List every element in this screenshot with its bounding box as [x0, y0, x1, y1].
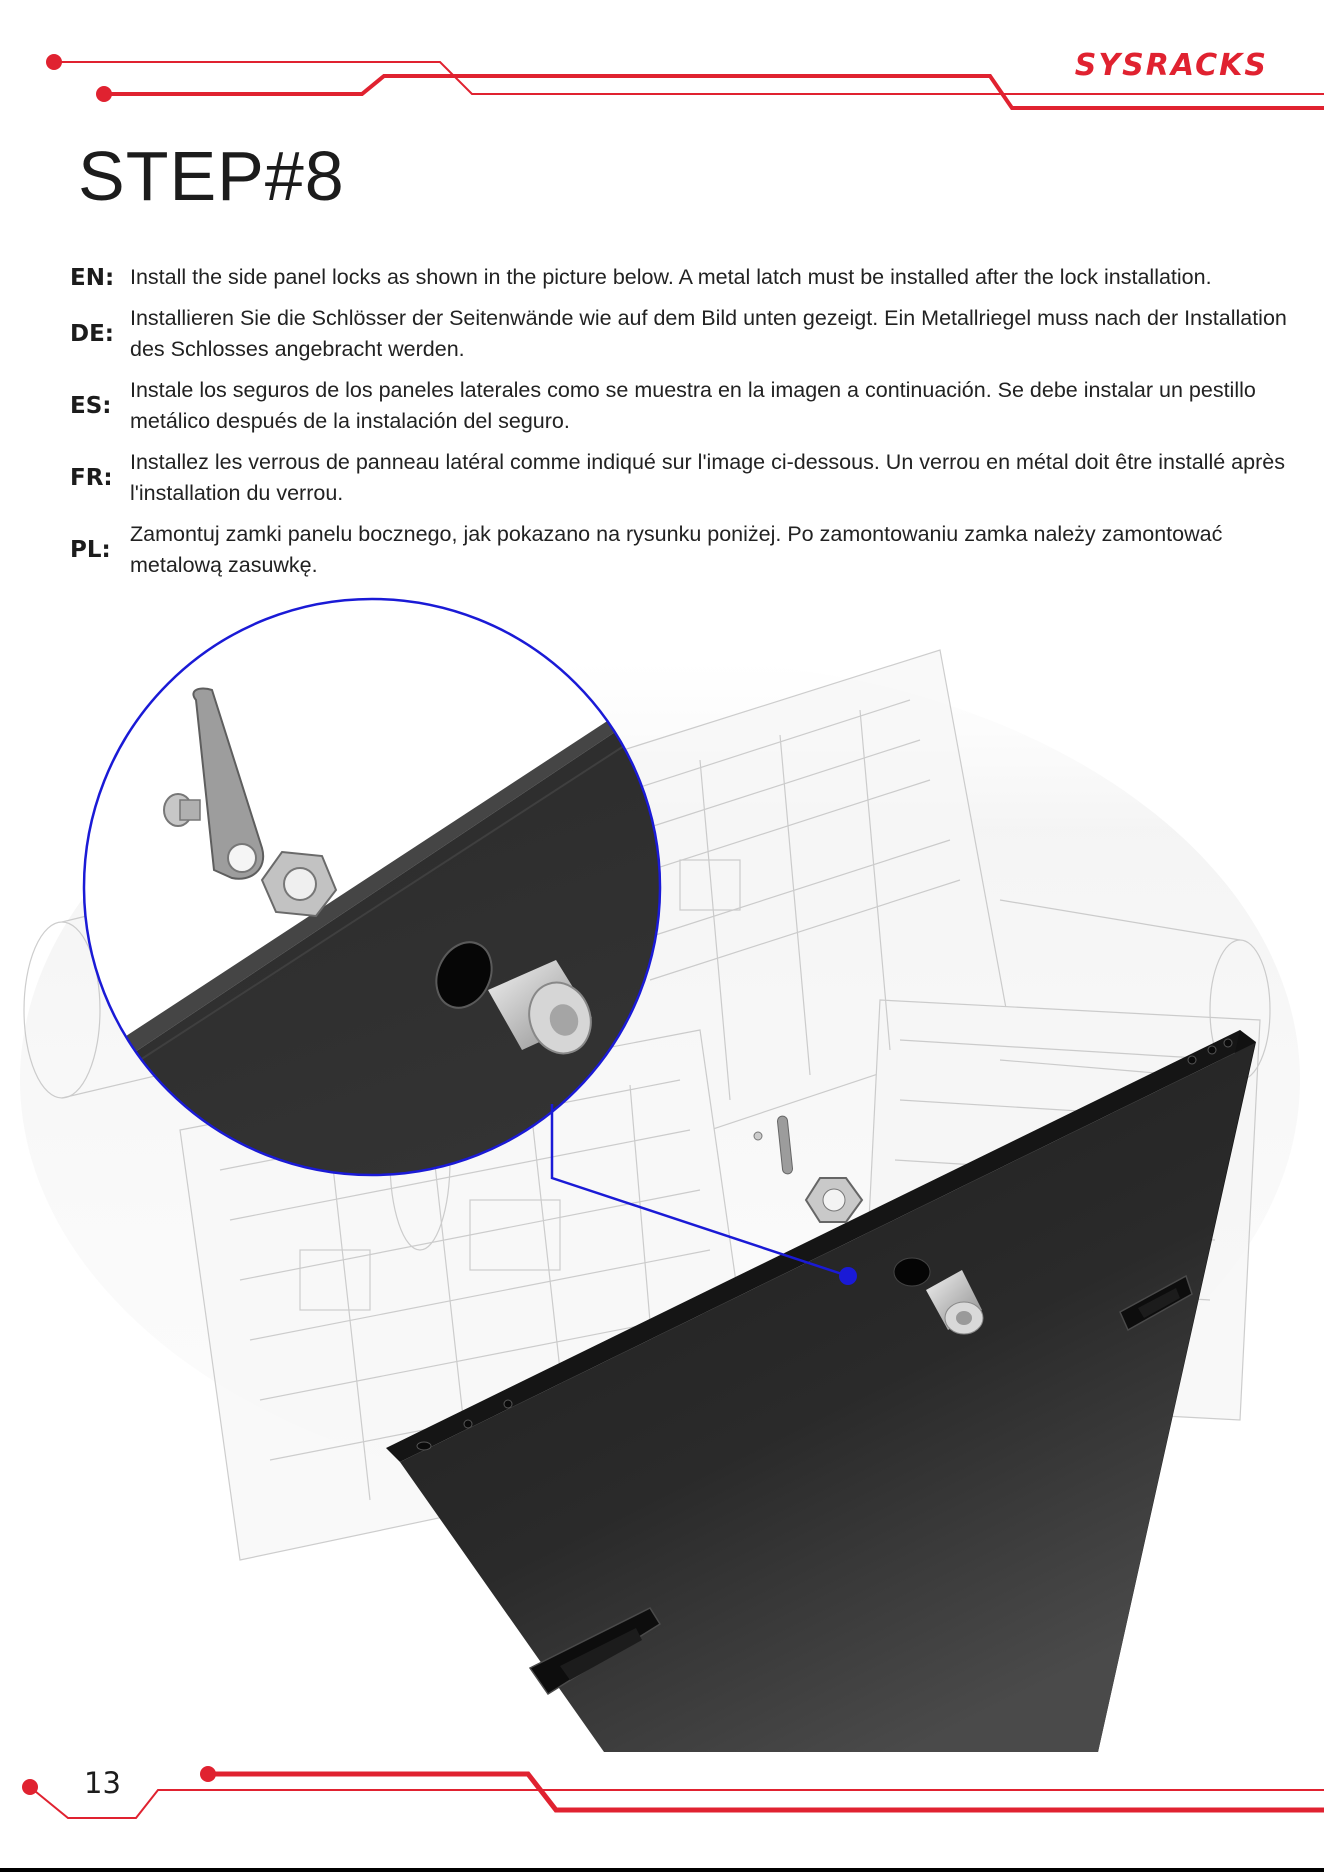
instruction-text: Install the side panel locks as shown in the picture below. A metal latch must be installed after the lock installation. — [130, 265, 1212, 289]
callout-anchor-dot — [839, 1267, 857, 1285]
instruction-text: Instale los seguros de los paneles laterales como se muestra en la imagen a continuación. Se debe instalar un pestillo metálico después de la instalación del seguro. — [130, 378, 1256, 433]
instruction-text: Installieren Sie die Schlösser der Seitenwände wie auf dem Bild unten gezeigt. Ein Metallriegel muss nach der Installation des Schlosses angebracht werden. — [130, 306, 1287, 361]
page-title: STEP#8 — [78, 137, 345, 215]
side-panel-icon — [386, 1030, 1256, 1752]
language-code: FR: — [70, 465, 113, 491]
zoom-detail-callout — [84, 599, 700, 1200]
language-code: PL: — [70, 537, 111, 563]
hex-nut-icon — [806, 1178, 862, 1222]
page-number: 13 — [84, 1766, 121, 1800]
instruction-text: Zamontuj zamki panelu bocznego, jak pokazano na rysunku poniżej. Po zamontowaniu zamka należy zamontować metalową zasuwkę. — [130, 522, 1223, 577]
brand-logo: SYSRACKS — [1074, 48, 1268, 83]
language-code: ES: — [70, 393, 112, 419]
instruction-text: Installez les verrous de panneau latéral comme indiqué sur l'image ci-dessous. Un verrou en métal doit être installé après l'installation du verrou. — [130, 450, 1285, 505]
screw-icon — [754, 1132, 762, 1140]
latch-bar-icon — [777, 1116, 793, 1175]
language-code: EN: — [70, 264, 115, 291]
language-code: DE: — [70, 321, 115, 347]
